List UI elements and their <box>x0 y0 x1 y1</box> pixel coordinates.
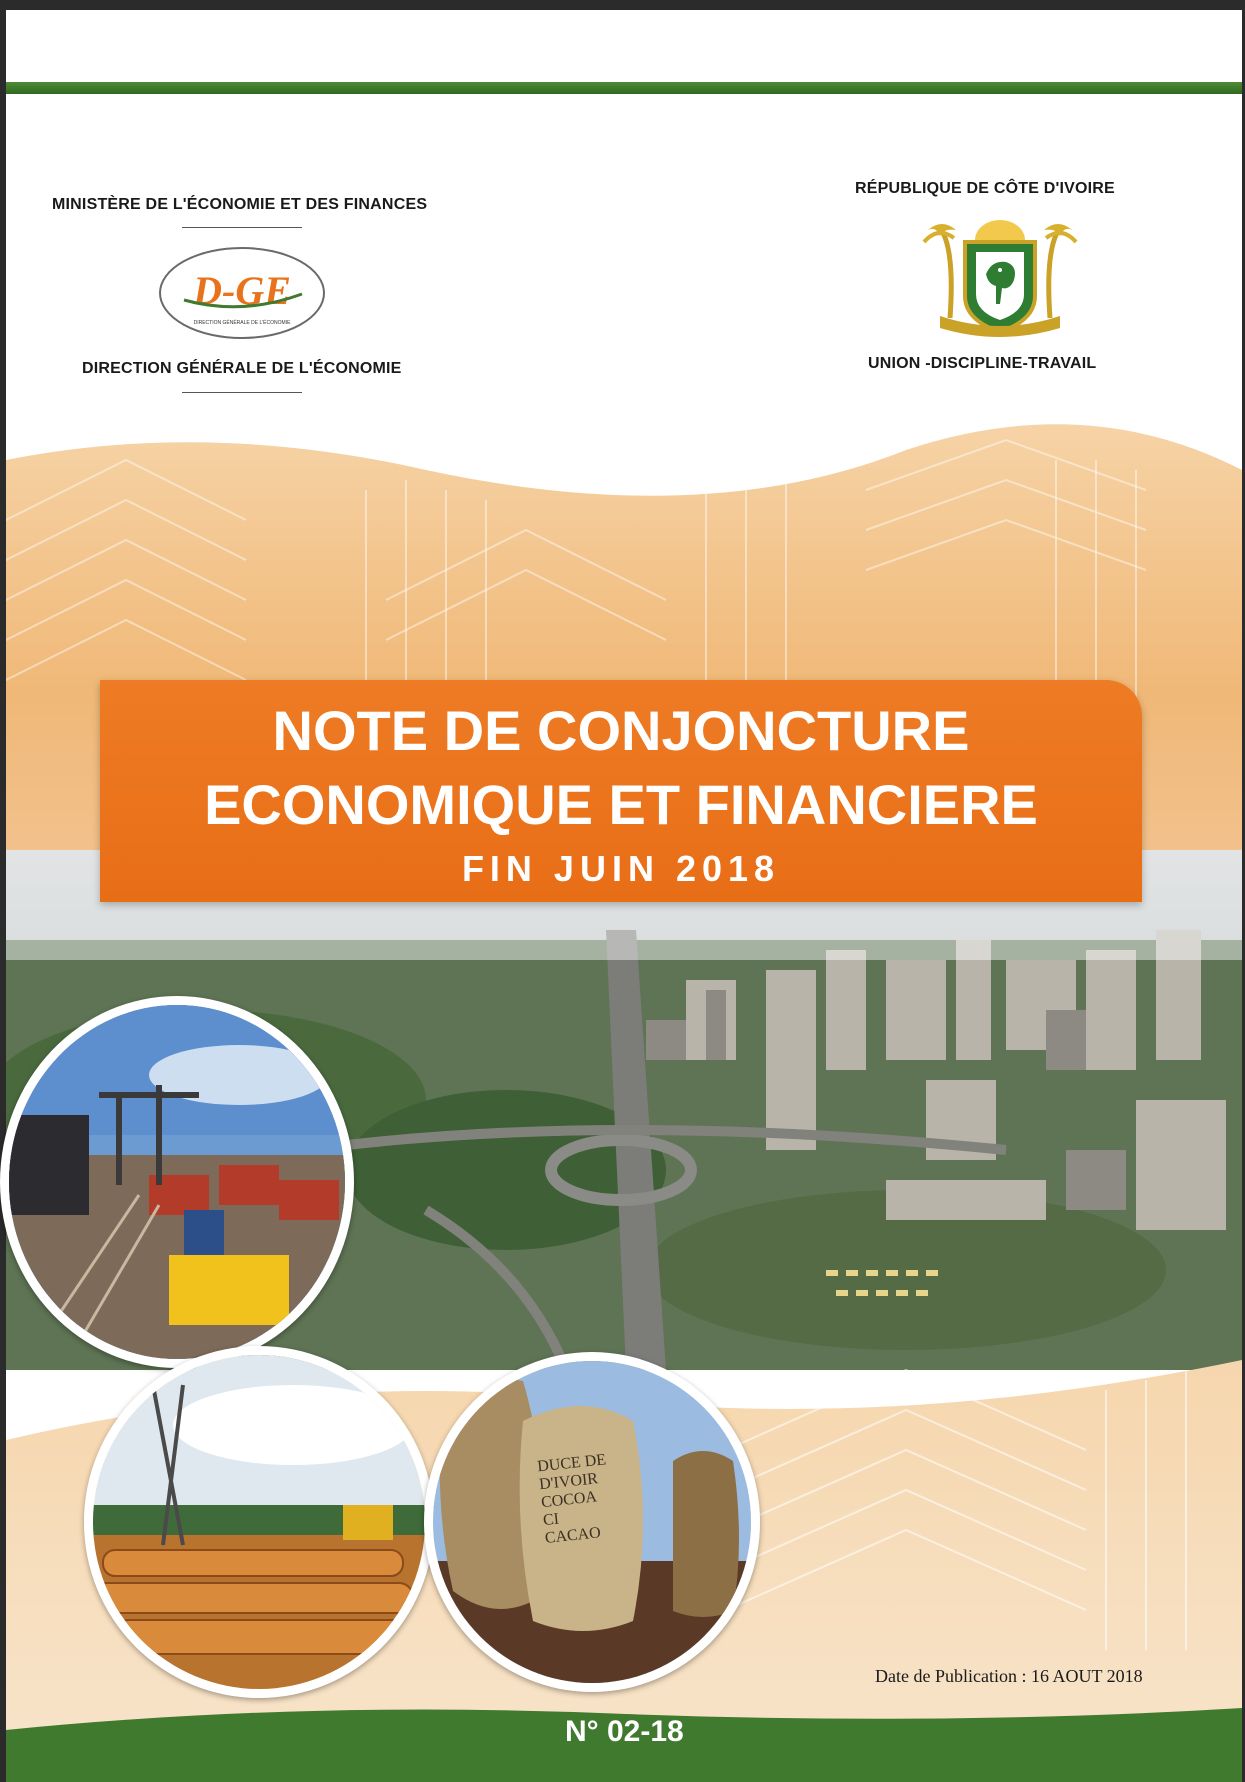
sack-text-line: CI <box>542 1510 560 1530</box>
title-line-1: NOTE DE CONJONCTURE <box>272 699 970 762</box>
dge-logo-text: D-GE <box>193 268 291 313</box>
national-motto: UNION -DISCIPLINE-TRAVAIL <box>868 355 1097 372</box>
header-rule <box>182 227 302 228</box>
dge-logo <box>156 244 328 342</box>
top-green-band <box>6 82 1242 94</box>
sack-text-line: DUCE DE <box>536 1451 607 1476</box>
dge-logo-subtext: DIRECTION GÉNÉRALE DE L'ÉCONOMIE <box>193 320 291 326</box>
issue-number: N° 02-18 <box>565 1715 684 1748</box>
title-line-2: ECONOMIQUE ET FINANCIERE <box>204 773 1038 836</box>
ministry-name: MINISTÈRE DE L'ÉCONOMIE ET DES FINANCES <box>52 196 428 213</box>
port-containers-photo <box>0 996 354 1368</box>
cocoa-sacks-photo <box>424 1352 760 1692</box>
sack-text-line: CACAO <box>544 1524 602 1547</box>
timber-logs-photo <box>84 1346 434 1698</box>
publication-date: Date de Publication : 16 AOUT 2018 <box>875 1666 1143 1686</box>
sack-text-line: D'IVOIR <box>538 1470 599 1494</box>
title-banner <box>100 680 1142 902</box>
direction-name: DIRECTION GÉNÉRALE DE L'ÉCONOMIE <box>82 360 402 377</box>
sack-text-line: COCOA <box>540 1488 598 1512</box>
report-period: FIN JUIN 2018 <box>461 848 781 889</box>
header-rule <box>182 392 302 393</box>
republic-name: RÉPUBLIQUE DE CÔTE D'IVOIRE <box>855 180 1115 197</box>
cocoa-sack-print <box>537 1448 646 1548</box>
coat-of-arms-icon <box>920 208 1080 344</box>
